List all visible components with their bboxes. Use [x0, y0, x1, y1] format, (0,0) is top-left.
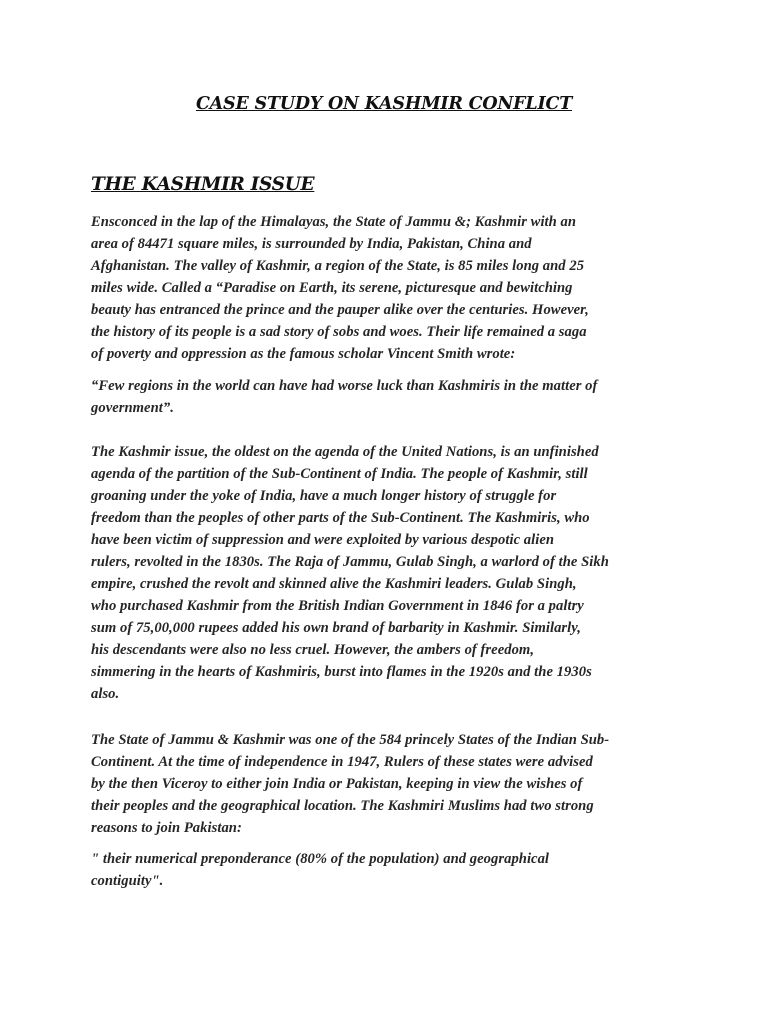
text-line: government”.	[91, 400, 174, 416]
section-heading: THE KASHMIR ISSUE	[91, 174, 315, 195]
text-line: sum of 75,00,000 rupees added his own brand of barbarity in Kashmir. Similarly,	[91, 620, 581, 636]
paragraph-history	[91, 441, 691, 705]
text-line: freedom than the peoples of other parts of the Sub-Continent. The Kashmiris, who	[91, 510, 590, 526]
text-line: agenda of the partition of the Sub-Continent of India. The people of Kashmir, still	[91, 466, 588, 482]
text-line: reasons to join Pakistan:	[91, 820, 242, 836]
text-line: Continent. At the time of independence in 1947, Rulers of these states were advised	[91, 754, 593, 770]
text-line: the history of its people is a sad story of sobs and woes. Their life remained a saga	[91, 324, 587, 340]
text-line: also.	[91, 686, 120, 702]
text-line: his descendants were also no less cruel. However, the ambers of freedom,	[91, 642, 535, 658]
text-line: of poverty and oppression as the famous scholar Vincent Smith wrote:	[91, 346, 516, 362]
document-title: CASE STUDY ON KASHMIR CONFLICT	[195, 94, 573, 114]
paragraph-quote-reasons	[91, 848, 691, 892]
text-line: The State of Jammu & Kashmir was one of the 584 princely States of the Indian Sub-	[91, 732, 610, 748]
text-line: beauty has entranced the prince and the pauper alike over the centuries. However,	[91, 302, 589, 318]
paragraph-princely-states	[91, 729, 691, 839]
text-line: have been victim of suppression and were exploited by various despotic alien	[91, 532, 555, 548]
text-line: " their numerical preponderance (80% of the population) and geographical	[91, 851, 550, 867]
paragraph-intro	[91, 211, 691, 365]
text-line: who purchased Kashmir from the British Indian Government in 1846 for a paltry	[91, 598, 584, 614]
paragraph-quote-smith	[91, 375, 691, 419]
text-line: their peoples and the geographical location. The Kashmiri Muslims had two strong	[91, 798, 594, 814]
text-line: miles wide. Called a “Paradise on Earth, its serene, picturesque and bewitching	[91, 280, 573, 296]
text-line: simmering in the hearts of Kashmiris, burst into flames in the 1920s and the 1930s	[91, 664, 592, 680]
text-line: contiguity".	[91, 873, 164, 889]
text-line: The Kashmir issue, the oldest on the agenda of the United Nations, is an unfinished	[91, 444, 599, 460]
text-line: empire, crushed the revolt and skinned alive the Kashmiri leaders. Gulab Singh,	[91, 576, 577, 592]
text-line: by the then Viceroy to either join India or Pakistan, keeping in view the wishes of	[91, 776, 583, 792]
text-line: Ensconced in the lap of the Himalayas, the State of Jammu &; Kashmir with an	[91, 214, 577, 230]
text-line: rulers, revolted in the 1830s. The Raja of Jammu, Gulab Singh, a warlord of the Sikh	[91, 554, 609, 570]
text-line: “Few regions in the world can have had worse luck than Kashmiris in the matter of	[91, 378, 598, 394]
text-line: groaning under the yoke of India, have a much longer history of struggle for	[91, 488, 557, 504]
text-line: Afghanistan. The valley of Kashmir, a region of the State, is 85 miles long and 25	[91, 258, 585, 274]
text-line: area of 84471 square miles, is surrounded by India, Pakistan, China and	[91, 236, 532, 252]
